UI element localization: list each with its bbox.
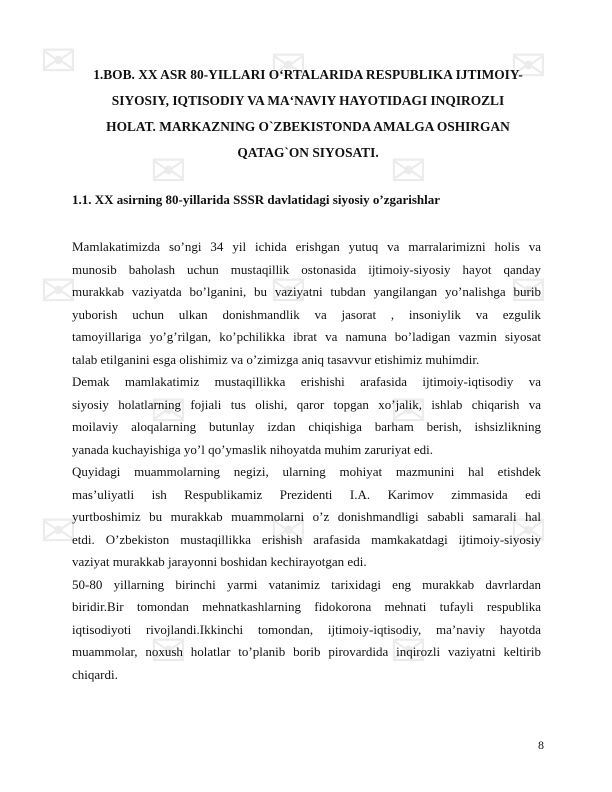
text-line: munosib baholash uchun mustaqillik ostonasida ijtimoiy-siyosiy hayot qanday [72, 261, 541, 277]
heading-line: 1.BOB. XX ASR 80-YILLARI O‘RTALARIDA RESPUBLIKA IJTIMOIY- [93, 67, 523, 82]
watermark-glyph: ✉ [150, 386, 187, 437]
section-title: 1.1. XX asirning 80-yillarida SSSR davlatidagi siyosiy o’zgarishlar [72, 192, 441, 207]
text-line: talab etilganini esga olishimiz va o’zimizga aniq tasavvur etishimiz muhimdir. [72, 351, 480, 367]
watermark-glyph: ✉ [510, 506, 547, 557]
watermark-glyph: ✉ [150, 626, 187, 677]
body-text [72, 236, 541, 686]
watermark-glyph: ✉ [150, 146, 187, 197]
watermark-glyph: ✉ [40, 36, 77, 87]
chapter-heading [72, 62, 544, 166]
text-line: murakkab vaziyatda bo’lganini, bu vaziyatni tubdan yangilangan yo’nalishga burib [72, 284, 541, 299]
watermark-glyph: ✉ [510, 41, 547, 92]
text-line: mas’uliyatli ish Respublikamiz Prezidenti I.A. Karimov zimmasida edi [72, 486, 541, 502]
watermark-glyph: ✉ [270, 506, 307, 557]
watermark-glyph: ✉ [390, 146, 427, 197]
text-line: tamoyillariga yo’g’rilgan, ko’pchilikka ibrat va namuna bo’ladigan vazmin siyosat [72, 329, 541, 344]
text-line: etdi. O’zbekiston mustaqillikka erishish arafasida mamkakatdagi ijtimoiy-siyosiy [72, 531, 541, 547]
watermark-glyph: ✉ [390, 626, 427, 677]
text-line: iqtisodiyoti rivojlandi.Ikkinchi tomondan, ijtimoiy-iqtisodiy, ma’naviy hayotda [72, 621, 541, 637]
text-line: yurtboshimiz bu murakkab muammolarni o’z donishmandligi sababli samarali hal [72, 509, 541, 524]
watermark-glyph: ✉ [270, 41, 307, 92]
heading-line: HOLAT. MARKAZNING O`ZBEKISTONDA AMALGA OSHIRGAN [106, 119, 510, 134]
heading-line: QATAG`ON SIYOSATI. [237, 145, 379, 160]
text-line: vaziyat murakkab jarayonni boshidan kechirayotgan edi. [72, 554, 367, 569]
text-line: yuborish uchun ulkan donishmandlik va jasorat , insoniylik va ezgulik [72, 306, 541, 322]
text-line: Mamlakatimizda so’ngi 34 yil ichida erishgan yutuq va marralarimizni holis va [72, 239, 541, 254]
text-line: Quyidagi muammolarning negizi, ularning mohiyat mazmunini hal etishdek [72, 464, 541, 479]
text-line: chiqardi. [72, 666, 118, 682]
watermark-glyph: ✉ [390, 386, 427, 437]
text-line: yanada kuchayishiga yo’l qo’ymaslik nihoyatda muhim zaruriyat edi. [72, 441, 434, 457]
heading-line: SIYOSIY, IQTISODIY VA MA‘NAVIY HAYOTIDAGI INQIROZLI [111, 93, 505, 108]
watermark-glyph: ✉ [40, 266, 77, 317]
watermark-glyph: ✉ [270, 266, 307, 317]
text-line: muammolar, noxush holatlar to’planib borib pirovardida inqirozli vaziyatni keltirib [72, 644, 541, 659]
text-line: moilaviy aloqalarning butunlay izdan chiqishiga barham berish, ishsizlikning [72, 419, 541, 434]
text-line: Demak mamlakatimiz mustaqillikka erishishi arafasida ijtimoiy-iqtisodiy va [72, 374, 541, 389]
watermark-glyph: ✉ [510, 266, 547, 317]
text-line: biridir.Bir tomondan mehnatkashlarning fidokorona mehnati tufayli respublika [72, 599, 541, 614]
watermark-glyph: ✉ [40, 506, 77, 557]
text-line: siyosiy holatlarning fojiali tus olishi, qaror topgan xo’jalik, ishlab chiqarish va [72, 396, 541, 412]
text-line: 50-80 yillarning birinchi yarmi vatanimiz tarixidagi eng murakkab davrlardan [72, 576, 541, 592]
page-number: 8 [538, 738, 544, 752]
